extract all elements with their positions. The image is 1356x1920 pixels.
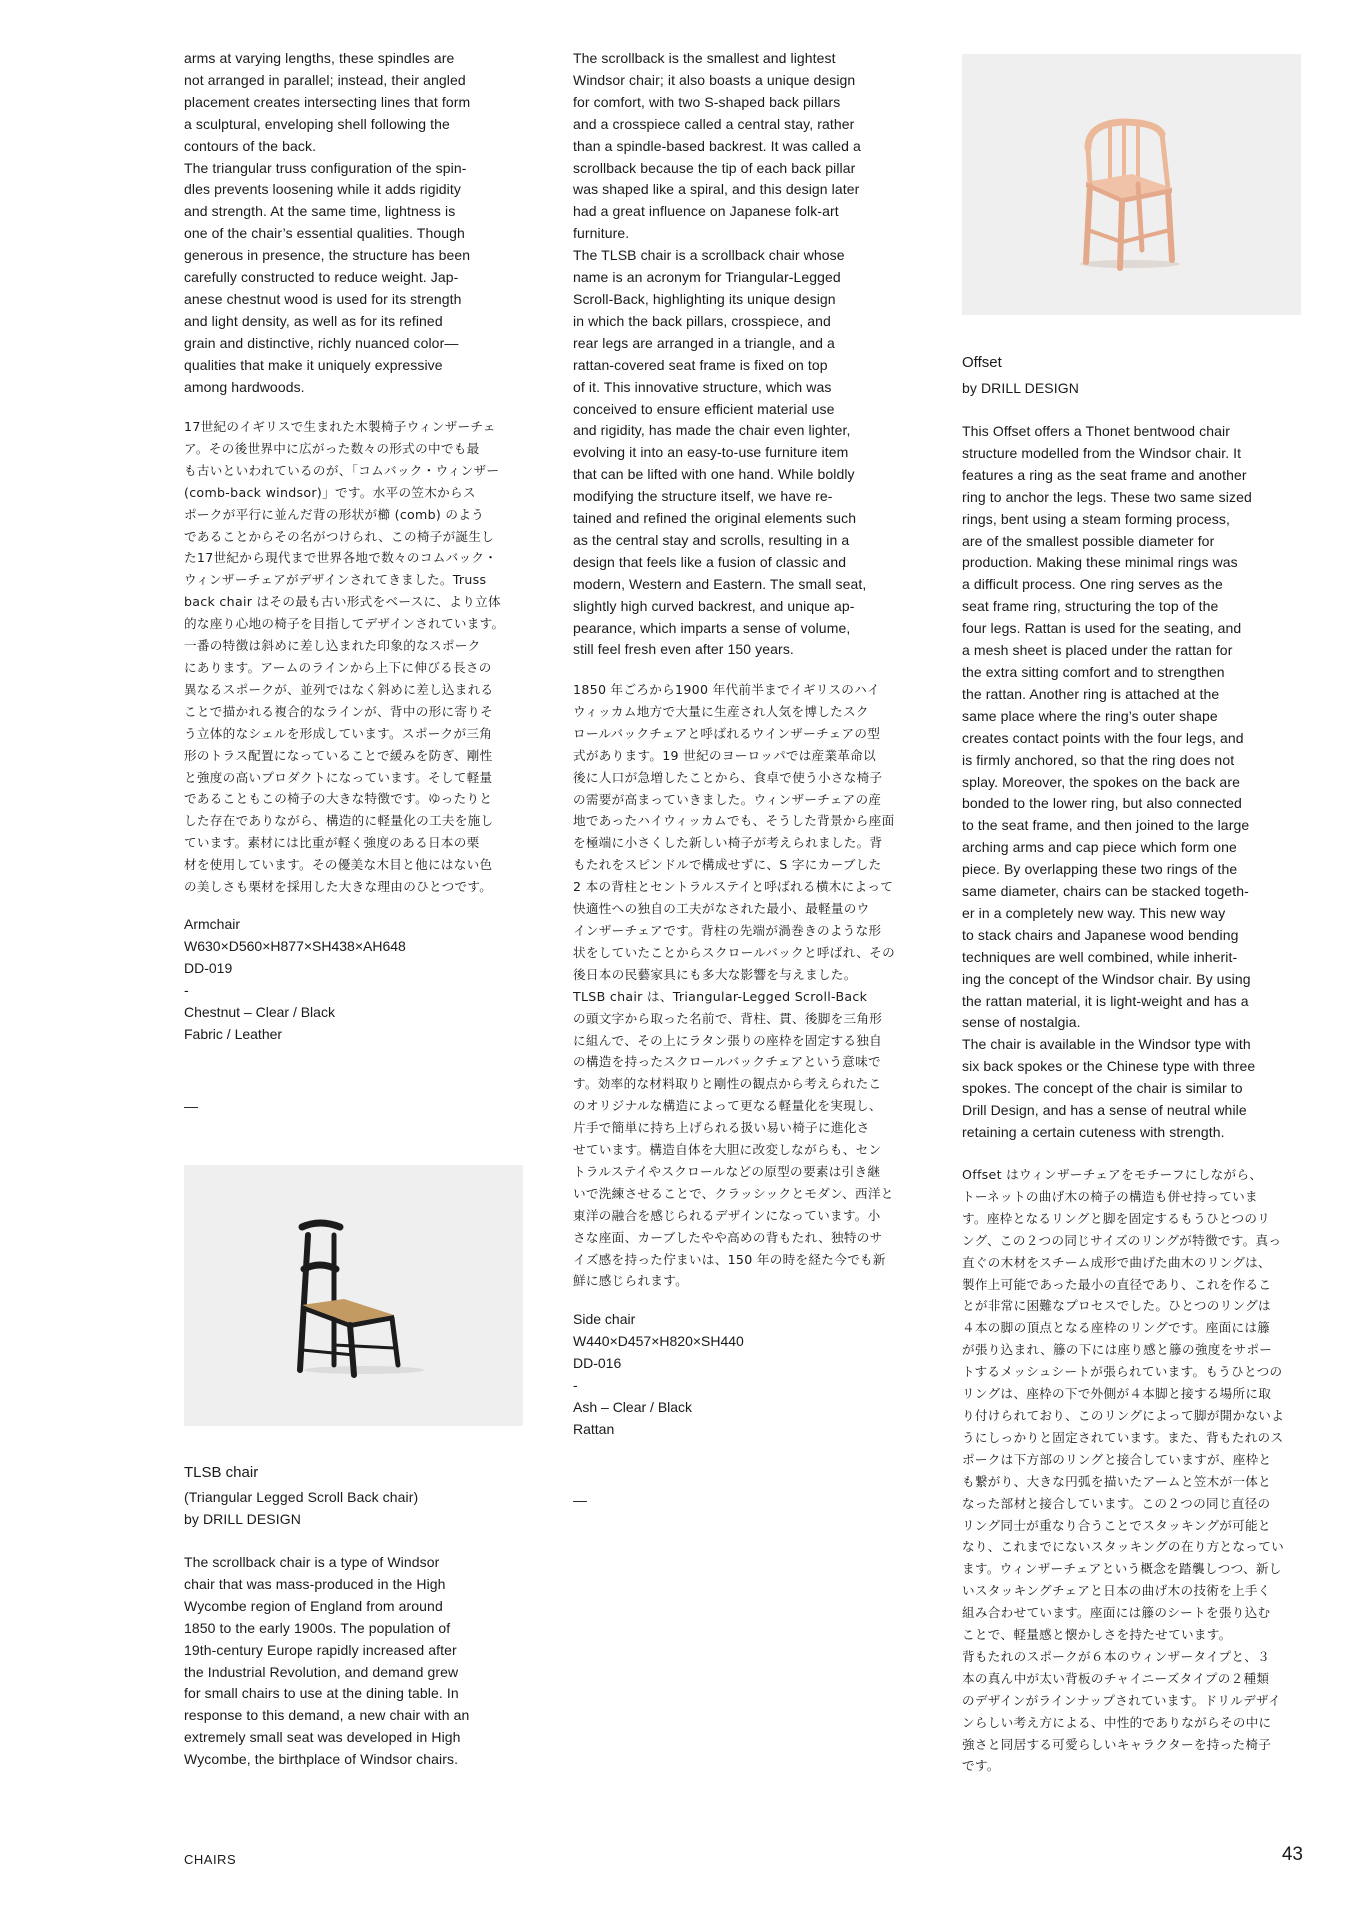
armchair-spec: Armchair W630×D560×H877×SH438×AH648 DD-019 - Chestnut – Clear / Black Fabric / Leather xyxy=(184,916,406,1042)
tlsb-title: TLSB chair xyxy=(184,1464,259,1481)
tlsb-chair-image xyxy=(184,1165,523,1426)
section-dash-2: — xyxy=(573,1492,587,1508)
footer-section-label: CHAIRS xyxy=(184,1852,237,1867)
truss-back-text-jp: 17世紀のイギリスで生まれた木製椅子ウィンザーチェ ア。その後世界中に広がった数々の形式の中でも最 も古いといわれているのが、「コムバック・ウィンザー (comb-back windsor)」です。水平の笠木からス ポークが平行に並んだ背の形状が櫛 (comb) のよう であることからその名がつけられ、この椅子が誕生し た17世紀から現代まで世界各地で数々のコムバック・ ウィンザーチェアがデザインされてきました。Truss back chair はその最も古い形式をベースに、より立体 的な座り心地の椅子を目指してデザインされています。 一番の特徴は斜めに差し込まれた印象的なスポーク にあります。アームのラインから上下に伸びる長さの 異なるスポークが、並列ではなく斜めに差し込まれる ことで描かれる複合的なラインが、背中の形に寄りそ う立体的なシェルを形成しています。スポークが三角 形のトラス配置になっていることで緩みを防ぎ、剛性 と強度の高いプロダクトになっています。そして軽量 であることもこの椅子の大きな特徴です。ゆったりと した存在でありながら、構造的に軽量化の工夫を施し ています。素材には比重が軽く強度のある日本の栗 材を使用しています。その優美な木目と他にはない色 の美しさも栗材を採用した大きな理由のひとつです。 xyxy=(184,419,505,895)
truss-back-text-en: arms at varying lengths, these spindles are not arranged in parallel; instead, their angled placement creates intersecting lines that form a sculptural, enveloping shell following the contours of the back. The triangular truss configuration of the spin- dles prevents loosening while it adds rigidity and strength. At the same time, lightness is one of the chair’s essential qualities. Though generous in presence, the structure has been carefully constructed to reduce weight. Jap- anese chestnut wood is used for its strength and light density, as well as for its refined grain and distinctive, richly nuanced color— qualities that make it uniquely expressive among hardwoods. xyxy=(184,50,471,395)
tlsb-chair-photo xyxy=(184,1165,523,1426)
offset-text-en: This Offset offers a Thonet bentwood chair structure modelled from the Windsor chair. It features a ring as the seat frame and another ring to anchor the legs. These two same sized rings, bent using a steam forming process, are of the smallest possible diameter for production. Making these minimal rings was a difficult process. One ring serves as the seat frame ring, structuring the top of the four legs. Rattan is used for the seating, and a mesh sheet is placed under the rattan for the extra sitting comfort and to strengthen the rattan. Another ring is attached at the same place where the ring’s outer shape creates contact points with the four legs, and is firmly anchored, so that the ring does not splay. Moreover, the spokes on the back are bonded to the lower ring, but also connected to the seat frame, and then joined to the large arching arms and cap piece which form one piece. By overlapping these two rings of the same diameter, chairs can be stacked togeth- er in a completely new way. This new way to stack chairs and Japanese wood bending techniques are well combined, while inherit- ing the concept of the Windsor chair. By using the rattan material, it is light-weight and has a sense of nostalgia. The chair is available in the Windsor type with six back spokes or the Chinese type with three spokes. The concept of the chair is similar to Drill Design, and has a sense of neutral while retaining a certain cuteness with strength. xyxy=(962,423,1256,1140)
side-chair-spec: Side chair W440×D457×H820×SH440 DD-016 - Ash – Clear / Black Rattan xyxy=(573,1311,744,1437)
offset-chair-image xyxy=(962,54,1301,315)
tlsb-text-en: The scrollback chair is a type of Windsor chair that was mass-produced in the High Wycombe region of England from around 1850 to the early 1900s. The population of 19th-century Europe rapidly increased after the Industrial Revolution, and demand grew for small chairs to use at the dining table. In response to this demand, a new chair with an extremely small seat was developed in High Wycombe, the birthplace of Windsor chairs. xyxy=(184,1554,470,1768)
scrollback-text-jp: 1850 年ごろから1900 年代前半までイギリスのハイ ウィッカム地方で大量に生産され人気を博したスク ロールバックチェアと呼ばれるウインザーチェアの型 式があります。19 世紀のヨーロッパでは産業革命以 後に人口が急増したことから、食卓で使う小さな椅子 の需要が高まっていきました。ウィンザーチェアの産 地であったハイウィッカムでも、そうした背景から座面 を極端に小さくした新しい椅子が考えられました。背 もたれをスピンドルで構成せずに、S 字にカーブした 2 本の背柱とセントラルステイと呼ばれる横木によって 快適性への独自の工夫がなされた最小、最軽量のウ インザーチェアです。背柱の先端が渦巻きのような形 状をしていたことからスクロールバックと呼ばれ、その 後日本の民藝家具にも多大な影響を与えました。 TLSB chair は、Triangular-Legged Scroll-Back の頭文字から取った名前で、背柱、貫、後脚を三角形 に組んで、その上にラタン張りの座枠を固定する独自 の構造を持ったスクロールバックチェアという意味で す。効率的な材料取りと剛性の観点から考えられたこ のオリジナルな構造によって更なる軽量化を実現し、 片手で簡単に持ち上げられる扱い易い椅子に進化さ せています。構造自体を大胆に改変しながらも、セン トラルステイやスクロールなどの原型の要素は引き継 いで洗練させることで、クラッシックとモダン、西洋と 東洋の融合を感じられるデザインになっています。小 さな座面、カーブしたやや高めの背もたれ、独特のサ イズ感を持った佇まいは、150 年の時を経た今でも新 鮮に感じられます。 xyxy=(573,682,895,1289)
tlsb-subtitle: (Triangular Legged Scroll Back chair) by DRILL DESIGN xyxy=(184,1489,419,1527)
section-dash: — xyxy=(184,1098,198,1114)
scrollback-text-en: The scrollback is the smallest and lightest Windsor chair; it also boasts a unique design for comfort, with two S-shaped back pillars and a crosspiece called a central stay, rather than a spindle-based backrest. It was called a scrollback because the tip of each back pillar was shaped like a spiral, and this design later had a great influence on Japanese folk-art furniture. The TLSB chair is a scrollback chair whose name is an acronym for Triangular-Legged Scroll-Back, highlighting its unique design in which the back pillars, crosspiece, and rear legs are arranged in a triangle, and a rattan-covered seat frame is fixed on top of it. This innovative structure, which was conceived to ensure efficient material use and rigidity, has made the chair even lighter, evolving it into an easy-to-use furniture item that can be lifted with one hand. While boldly modifying the structure itself, we have re- tained and refined the original elements such as the central stay and scrolls, resulting in a design that feels like a fusion of classic and modern, Western and Eastern. The small seat, slightly high curved backrest, and unique ap- pearance, which imparts a sense of volume, still feel fresh even after 150 years. xyxy=(573,50,867,658)
offset-text-jp: Offset はウィンザーチェアをモチーフにしながら、 トーネットの曲げ木の椅子の構造も併せ持っていま す。座枠となるリングと脚を固定するもうひとつのリ ング、この２つの同じサイズのリングが特徴です。真っ 直ぐの木材をスチーム成形で曲げた曲木のリングは、 製作上可能であった最小の直径であり、これを作るこ とが非常に困難なプロセスでした。ひとつのリングは ４本の脚の頂点となる座枠のリングです。座面には籐 が張り込まれ、籐の下には座り感と籐の強度をサポー トするメッシュシートが張られています。もうひとつの リングは、座枠の下で外側が４本脚と接する場所に取 り付けられており、このリングによって脚が開かないよ うにしっかりと固定されています。また、背もたれのス ポークは下方部のリングと接合していますが、座枠と も繋がり、大きな円弧を描いたアームと笠木が一体と なった部材と接合しています。この２つの同じ直径の リング同士が重なり合うことでスタッキングが可能と なり、これまでにないスタッキングの在り方となってい ます。ウィンザーチェアという概念を踏襲しつつ、新し いスタッキングチェアと日本の曲げ木の技術を上手く 組み合わせています。座面には籐のシートを張り込む ことで、軽量感と懐かしさを持たせています。 背もたれのスポークが６本のウィンザータイプと、３ 本の真ん中が太い背板のチャイニーズタイプの２種類 のデザインがラインナップされています。ドリルデザイ ンらしい考え方による、中性的でありながらその中に 強さと同居する可愛らしいキャラクターを持った椅子 です。 xyxy=(962,1167,1285,1774)
offset-byline: by DRILL DESIGN xyxy=(962,380,1079,396)
page-number: 43 xyxy=(1281,1844,1303,1865)
offset-chair-photo xyxy=(962,54,1301,315)
offset-title: Offset xyxy=(962,354,1002,371)
